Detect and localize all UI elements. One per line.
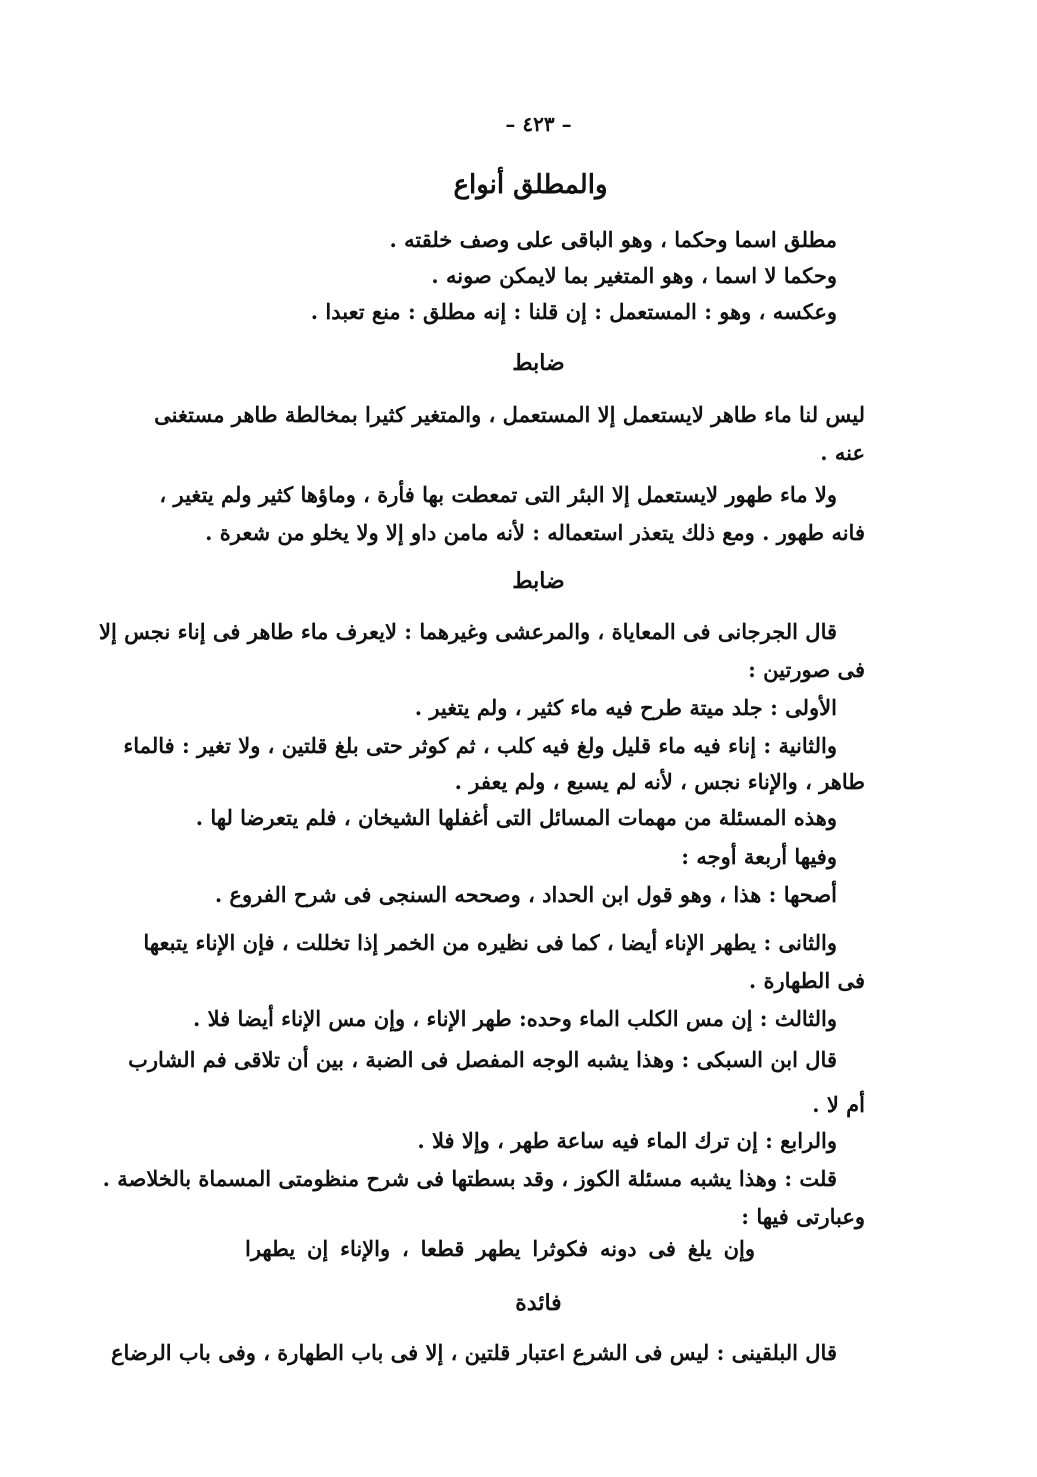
text-line: والثانية : إناء فيه ماء قليل ولغ فيه كلب ، ثم كوثر حتى بلغ قلتين ، ولا تغير : فالماء bbox=[123, 733, 837, 758]
verse-line bbox=[245, 1234, 755, 1264]
subheading-dabit-2: ضابط bbox=[512, 568, 565, 594]
text-line: والثالث : إن مس الكلب الماء وحده: طهر الإناء ، وإن مس الإناء أيضا فلا . bbox=[193, 1006, 837, 1031]
text-line: وحكما لا اسما ، وهو المتغير بما لايمكن صونه . bbox=[431, 263, 837, 288]
text-line: فى الطهارة . bbox=[748, 968, 865, 993]
text-line: ليس لنا ماء طاهر لايستعمل إلا المستعمل ، والمتغير كثيرا بمخالطة طاهر مستغنى bbox=[154, 402, 865, 427]
text-line: ولا ماء طهور لايستعمل إلا البئر التى تمعطت بها فأرة ، وماؤها كثير ولم يتغير ، bbox=[159, 482, 837, 507]
text-line: قال الجرجانى فى المعاياة ، والمرعشى وغيرهما : لايعرف ماء طاهر فى إناء نجس إلا bbox=[99, 619, 837, 644]
text-line: وعكسه ، وهو : المستعمل : إن قلنا : إنه مطلق : منع تعبدا . bbox=[310, 299, 837, 324]
text-line: قال ابن السبكى : وهذا يشبه الوجه المفصل فى الضبة ، بين أن تلاقى فم الشارب bbox=[128, 1047, 837, 1072]
text-line: أم لا . bbox=[812, 1092, 865, 1117]
text-line: وعبارتى فيها : bbox=[741, 1204, 865, 1229]
text-line: الأولى : جلد ميتة طرح فيه ماء كثير ، ولم يتغير . bbox=[414, 695, 837, 720]
subheading-faida: فائدة bbox=[515, 1290, 562, 1316]
text-line: قال البلقينى : ليس فى الشرع اعتبار قلتين ، إلا فى باب الطهارة ، وفى باب الرضاع bbox=[111, 1340, 837, 1365]
verse-hemistich-1: وإن يلغ فى دونه فكوثرا bbox=[532, 1236, 756, 1261]
verse-hemistich-2: يطهر قطعا ، والإناء إن يطهرا bbox=[245, 1236, 521, 1261]
subheading-dabit-1: ضابط bbox=[512, 350, 565, 376]
text-line: قلت : وهذا يشبه مسئلة الكوز ، وقد بسطتها فى شرح منظومتى المسماة بالخلاصة . bbox=[102, 1166, 837, 1191]
text-line: طاهر ، والإناء نجس ، لأنه لم يسبع ، ولم يعفر . bbox=[454, 769, 865, 794]
section-title: والمطلق أنواع bbox=[453, 170, 608, 200]
text-line: فى صورتين : bbox=[748, 657, 865, 682]
text-line: فانه طهور . ومع ذلك يتعذر استعماله : لأنه مامن داو إلا ولا يخلو من شعرة . bbox=[205, 520, 865, 545]
text-line: مطلق اسما وحكما ، وهو الباقى على وصف خلقته . bbox=[389, 227, 837, 252]
text-line: عنه . bbox=[820, 440, 865, 465]
page-number: – ٤٢٣ – bbox=[505, 112, 572, 136]
text-line: وفيها أربعة أوجه : bbox=[681, 844, 837, 869]
text-line: والرابع : إن ترك الماء فيه ساعة طهر ، وإلا فلا . bbox=[417, 1128, 837, 1153]
text-line: وهذه المسئلة من مهمات المسائل التى أغفلها الشيخان ، فلم يتعرضا لها . bbox=[195, 805, 837, 830]
text-line: أصحها : هذا ، وهو قول ابن الحداد ، وصححه السنجى فى شرح الفروع . bbox=[214, 882, 837, 907]
text-line: والثانى : يطهر الإناء أيضا ، كما فى نظيره من الخمر إذا تخللت ، فإن الإناء يتبعها bbox=[143, 930, 837, 955]
